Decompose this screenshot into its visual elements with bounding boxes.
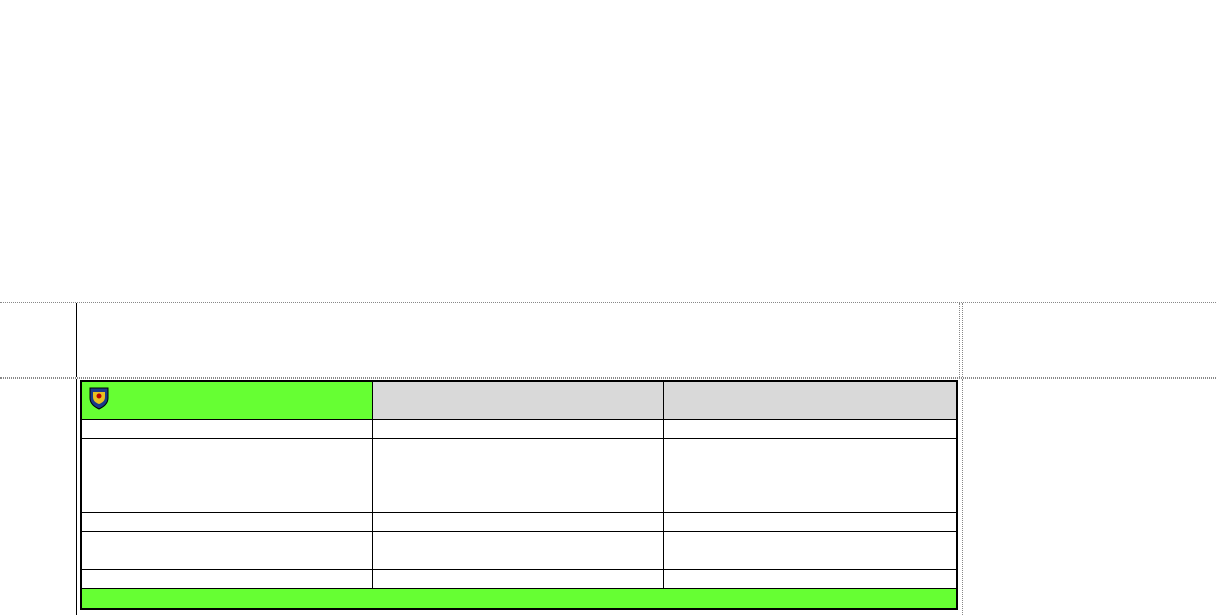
resc-plus <box>372 531 663 569</box>
resc-label <box>81 531 372 569</box>
spec-value-cell <box>962 379 1212 615</box>
contracts-date-cell <box>0 303 77 377</box>
contracts-value-cell <box>962 303 1212 377</box>
team-crest-icon <box>88 386 110 414</box>
compro-plus <box>372 512 663 531</box>
totale <box>81 588 957 609</box>
riscatti-minus <box>664 438 957 512</box>
plus-header <box>372 381 663 419</box>
subtot-plus <box>372 569 663 588</box>
compro-minus <box>664 512 957 531</box>
bonus-plus <box>372 419 663 438</box>
contracts-cell <box>76 303 960 377</box>
contracts-row <box>0 302 1216 378</box>
subtot-minus <box>664 569 957 588</box>
bonus-label <box>81 419 372 438</box>
minus-header <box>664 381 957 419</box>
subtot-label <box>81 569 372 588</box>
compro-label <box>81 512 372 531</box>
resc-minus <box>664 531 957 569</box>
bonus-minus <box>664 419 957 438</box>
spec-date-cell <box>0 379 77 615</box>
spec-table <box>80 380 958 610</box>
riscatti-plus <box>372 438 663 512</box>
team-cell <box>81 381 372 419</box>
riscatti-label <box>81 438 372 512</box>
